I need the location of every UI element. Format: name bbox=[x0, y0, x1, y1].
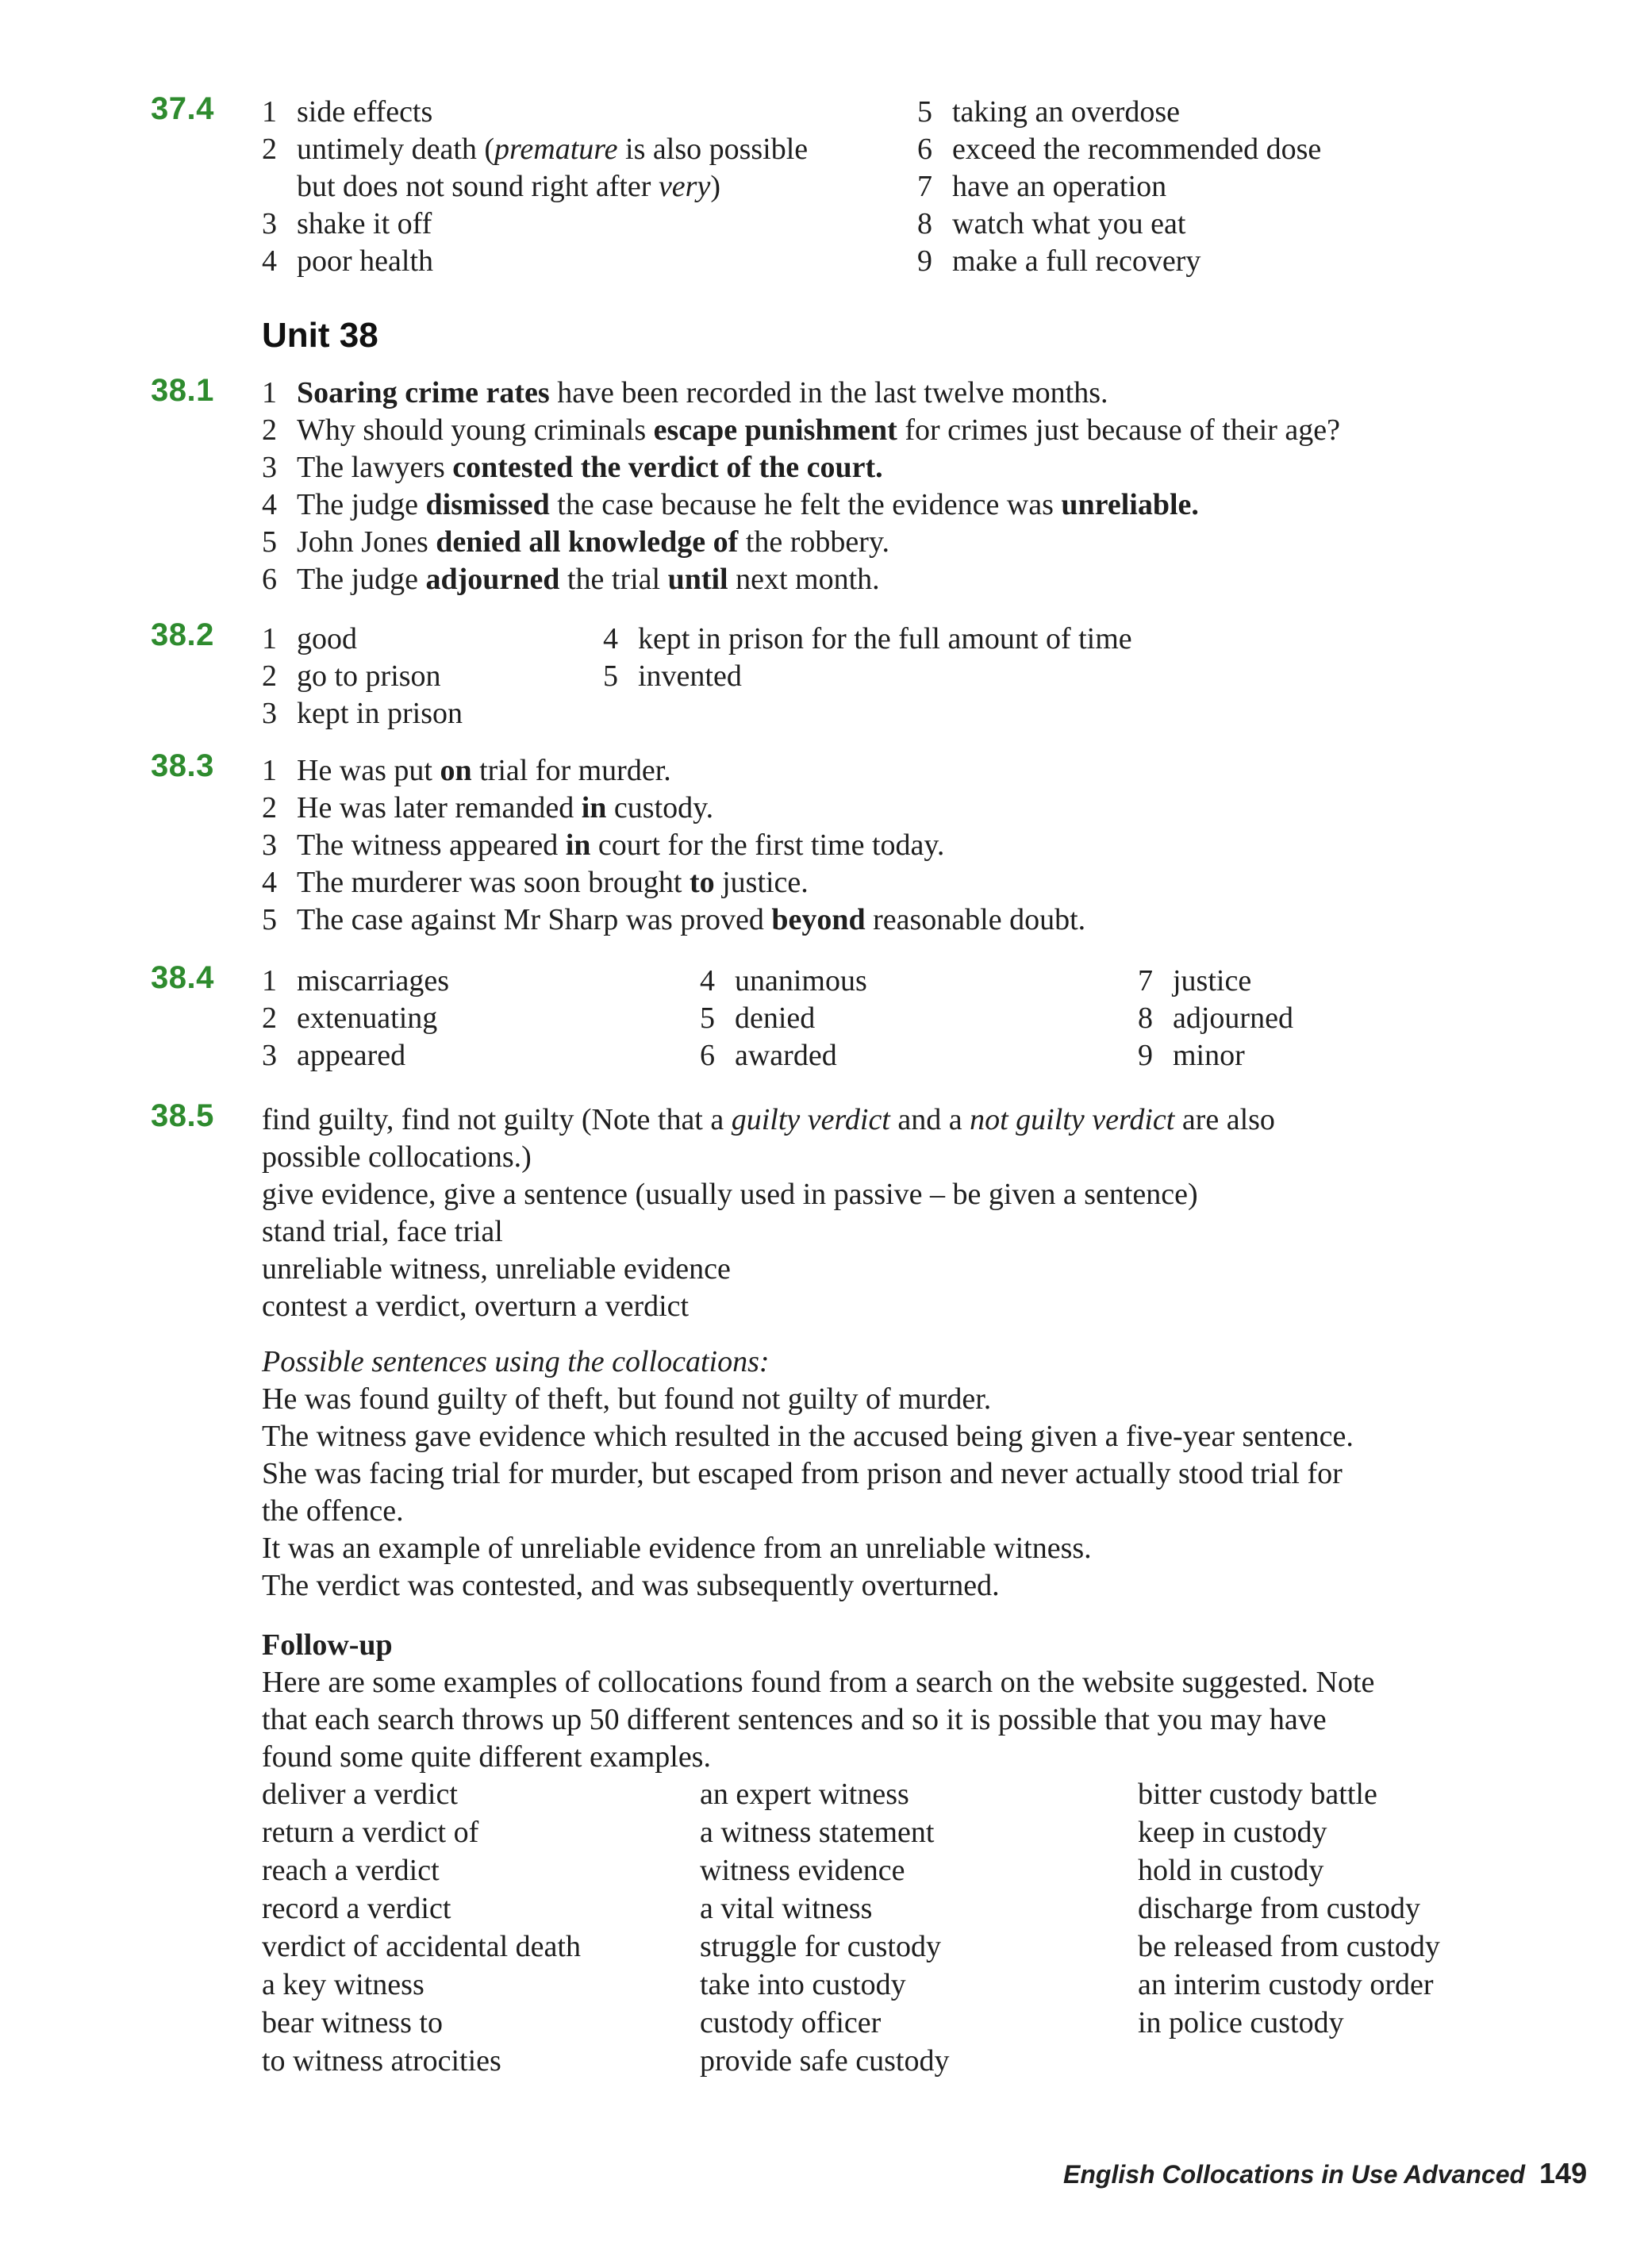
answer-line: 1 Soaring crime rates have been recorded in the last twelve months. bbox=[262, 376, 1108, 409]
collocation-item: an interim custody order bbox=[1138, 1968, 1434, 2001]
collocation-item: hold in custody bbox=[1138, 1854, 1324, 1887]
collocation-column bbox=[262, 1775, 581, 2080]
followup-text: that each search throws up 50 different sentences and so it is possible that you may have bbox=[262, 1703, 1327, 1736]
exercise-number: 38.1 bbox=[151, 373, 214, 408]
collocation-item: keep in custody bbox=[1138, 1816, 1327, 1849]
collocation-item: witness evidence bbox=[700, 1854, 905, 1887]
answer-line: 1 good bbox=[262, 622, 357, 655]
answer-line: 2 Why should young criminals escape punishment for crimes just because of their age? bbox=[262, 413, 1340, 447]
page-number: 149 bbox=[1539, 2157, 1588, 2189]
answer-line: unreliable witness, unreliable evidence bbox=[262, 1252, 731, 1286]
answer-line: 3 shake it off bbox=[262, 207, 432, 240]
answer-line: 4 unanimous bbox=[700, 964, 867, 998]
answer-line: 6 awarded bbox=[700, 1039, 837, 1072]
collocation-item: reach a verdict bbox=[262, 1854, 440, 1887]
collocation-item: custody officer bbox=[700, 2006, 882, 2039]
answer-line: but does not sound right after very) bbox=[297, 170, 720, 203]
answer-line: 7 justice bbox=[1138, 964, 1252, 998]
collocation-column bbox=[1138, 1775, 1440, 2042]
answer-line: give evidence, give a sentence (usually used in passive – be given a sentence) bbox=[262, 1178, 1198, 1211]
collocation-item: provide safe custody bbox=[700, 2044, 950, 2078]
answer-line: 8 watch what you eat bbox=[917, 207, 1186, 240]
collocation-item: a key witness bbox=[262, 1968, 424, 2001]
answer-line: 6 exceed the recommended dose bbox=[917, 133, 1322, 166]
answer-line: 7 have an operation bbox=[917, 170, 1167, 203]
answer-line: the offence. bbox=[262, 1494, 404, 1528]
answer-line: 5 taking an overdose bbox=[917, 95, 1181, 129]
answer-line: 1 He was put on trial for murder. bbox=[262, 754, 671, 787]
answer-line: possible collocations.) bbox=[262, 1140, 532, 1174]
collocation-item: an expert witness bbox=[700, 1778, 909, 1811]
answer-line: 3 The witness appeared in court for the first time today. bbox=[262, 828, 945, 862]
exercise-number: 38.2 bbox=[151, 617, 214, 652]
answer-line: 3 appeared bbox=[262, 1039, 406, 1072]
answer-line: 2 untimely death (premature is also possible bbox=[262, 133, 809, 166]
collocation-item: take into custody bbox=[700, 1968, 906, 2001]
answer-line: 5 The case against Mr Sharp was proved beyond reasonable doubt. bbox=[262, 903, 1086, 936]
collocation-item: bear witness to bbox=[262, 2006, 443, 2039]
answer-line: 8 adjourned bbox=[1138, 1001, 1293, 1035]
exercise-number: 37.4 bbox=[151, 91, 214, 126]
answer-line: stand trial, face trial bbox=[262, 1215, 503, 1248]
answer-line: 5 John Jones denied all knowledge of the robbery. bbox=[262, 525, 889, 559]
followup-text: found some quite different examples. bbox=[262, 1740, 711, 1774]
book-title: English Collocations in Use Advanced bbox=[1063, 2160, 1526, 2189]
collocation-item: verdict of accidental death bbox=[262, 1930, 581, 1963]
collocation-item: in police custody bbox=[1138, 2006, 1344, 2039]
collocation-item: deliver a verdict bbox=[262, 1778, 458, 1811]
answer-line: 1 miscarriages bbox=[262, 964, 450, 998]
answer-line: 3 The lawyers contested the verdict of the court. bbox=[262, 451, 883, 484]
answer-line: It was an example of unreliable evidence from an unreliable witness. bbox=[262, 1532, 1092, 1565]
answer-line: 9 make a full recovery bbox=[917, 244, 1201, 278]
followup-heading: Follow-up bbox=[262, 1628, 393, 1662]
answer-line: The verdict was contested, and was subsequently overturned. bbox=[262, 1569, 1000, 1602]
answer-line: 6 The judge adjourned the trial until next month. bbox=[262, 563, 880, 596]
exercise-number: 38.4 bbox=[151, 960, 214, 995]
answer-line: 2 He was later remanded in custody. bbox=[262, 791, 714, 825]
followup-text: Here are some examples of collocations found from a search on the website suggested. Note bbox=[262, 1666, 1375, 1699]
sentences-heading: Possible sentences using the collocations: bbox=[262, 1345, 770, 1378]
exercise-number: 38.5 bbox=[151, 1098, 214, 1133]
answer-line: 2 extenuating bbox=[262, 1001, 438, 1035]
collocation-item: struggle for custody bbox=[700, 1930, 941, 1963]
page-footer bbox=[1063, 2157, 1587, 2190]
answer-line: 4 The judge dismissed the case because he felt the evidence was unreliable. bbox=[262, 488, 1199, 521]
exercise-number: 38.3 bbox=[151, 748, 214, 783]
answer-line: 2 go to prison bbox=[262, 659, 441, 693]
collocation-item: discharge from custody bbox=[1138, 1892, 1420, 1925]
answer-line: 5 denied bbox=[700, 1001, 816, 1035]
collocation-item: a vital witness bbox=[700, 1892, 873, 1925]
answer-line: 5 invented bbox=[603, 659, 742, 693]
answer-line: He was found guilty of theft, but found not guilty of murder. bbox=[262, 1382, 992, 1416]
collocation-column bbox=[700, 1775, 949, 2080]
collocation-item: be released from custody bbox=[1138, 1930, 1440, 1963]
answer-line: 3 kept in prison bbox=[262, 697, 463, 730]
collocation-item: bitter custody battle bbox=[1138, 1778, 1377, 1811]
answer-line: 4 The murderer was soon brought to justice. bbox=[262, 866, 809, 899]
answer-line: 4 kept in prison for the full amount of time bbox=[603, 622, 1132, 655]
answer-line: find guilty, find not guilty (Note that a guilty verdict and a not guilty verdict are also bbox=[262, 1103, 1275, 1136]
answer-line: The witness gave evidence which resulted in the accused being given a five-year sentence. bbox=[262, 1420, 1354, 1453]
answer-line: She was facing trial for murder, but escaped from prison and never actually stood trial for bbox=[262, 1457, 1343, 1490]
answer-line: 9 minor bbox=[1138, 1039, 1245, 1072]
unit-title: Unit 38 bbox=[262, 316, 378, 355]
answer-line: 1 side effects bbox=[262, 95, 433, 129]
collocation-item: to witness atrocities bbox=[262, 2044, 501, 2078]
answer-line: contest a verdict, overturn a verdict bbox=[262, 1290, 690, 1323]
collocation-item: record a verdict bbox=[262, 1892, 451, 1925]
answer-line: 4 poor health bbox=[262, 244, 434, 278]
collocation-item: return a verdict of bbox=[262, 1816, 479, 1849]
collocation-item: a witness statement bbox=[700, 1816, 935, 1849]
